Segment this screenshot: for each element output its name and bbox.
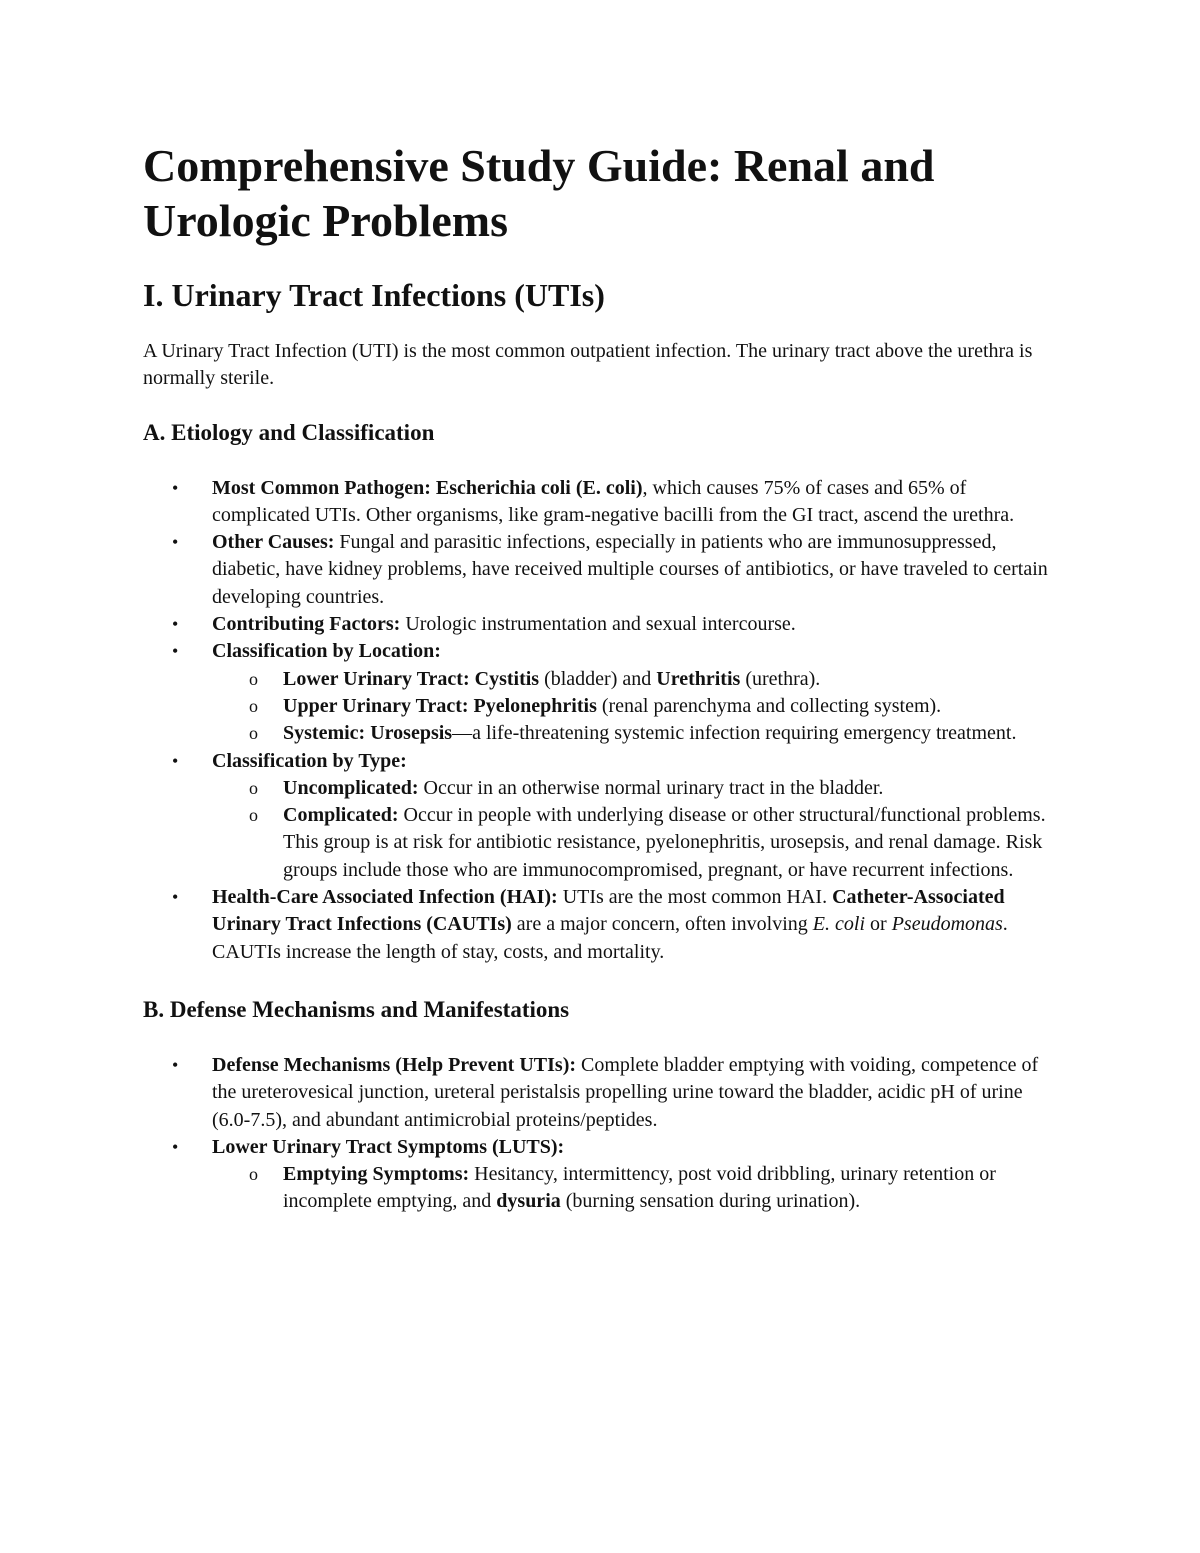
circle-bullet-icon: o [249, 668, 258, 689]
item-label: Uncomplicated: [283, 776, 419, 799]
bullet-icon: • [172, 750, 179, 771]
item-label: Lower Urinary Tract: Cystitis [283, 667, 540, 690]
sub-list-item [143, 1161, 1063, 1216]
item-text: Occur in people with underlying disease or other structural/functional problems. This group is at risk for antibiotic resistance, pyelonephritis, urosepsis, and renal damage. Risk groups include those who are immunocompromised, pregnant, or have recurrent infections. [283, 804, 1046, 881]
section-intro: A Urinary Tract Infection (UTI) is the most common outpatient infection. The urinary tract above the urethra is normally sterile. [143, 340, 1033, 390]
circle-bullet-icon: o [249, 723, 258, 744]
item-text: (urethra). [740, 667, 821, 690]
section-heading-utis: I. Urinary Tract Infections (UTIs) [143, 277, 605, 313]
list-item [143, 884, 1063, 966]
item-label: dysuria [496, 1190, 561, 1213]
circle-bullet-icon: o [249, 777, 258, 798]
bullet-icon: • [172, 887, 179, 908]
list-item [143, 1134, 1063, 1216]
item-label: Contributing Factors: [212, 613, 401, 636]
list-item [143, 748, 1063, 884]
item-text: Fungal and parasitic infections, especially in patients who are immunosuppressed, diabetic, have kidney problems, have received multiple courses of antibiotics, or have traveled to certain developing countries. [212, 531, 1048, 608]
item-label: Defense Mechanisms (Help Prevent UTIs): [212, 1053, 577, 1076]
list-item [143, 638, 1063, 747]
item-label: Urethritis [656, 667, 741, 690]
item-label: Complicated: [283, 804, 399, 827]
item-label: Most Common Pathogen: Escherichia coli (E. coli) [212, 476, 643, 499]
item-label: Upper Urinary Tract: Pyelonephritis [283, 694, 597, 717]
item-label: Systemic: Urosepsis [283, 722, 453, 745]
item-label: Emptying Symptoms: [283, 1163, 470, 1186]
sub-list-item [143, 666, 1063, 693]
item-text: , which causes 75% of cases and 65% of complicated UTIs. Other organisms, like gram-negative bacilli from the GI tract, ascend the urethra. [212, 476, 1015, 526]
item-text: (bladder) and [539, 667, 657, 690]
document-page [143, 138, 1063, 1246]
circle-bullet-icon: o [249, 805, 258, 826]
item-text: (renal parenchyma and collecting system). [596, 694, 942, 717]
item-text: —a life-threatening systemic infection requiring emergency treatment. [452, 722, 1017, 745]
item-label: Other Causes: [212, 531, 335, 554]
circle-bullet-icon: o [249, 695, 258, 716]
organism-name: E. coli [812, 913, 866, 936]
bullet-icon: • [172, 614, 179, 635]
item-text: Occur in an otherwise normal urinary tract in the bladder. [418, 776, 884, 799]
item-text: are a major concern, often involving [511, 913, 813, 936]
sub-list-item [143, 802, 1063, 884]
subsection-heading-defense: B. Defense Mechanisms and Manifestations [143, 996, 570, 1022]
item-text: or [865, 913, 892, 936]
item-label: Catheter-Associated Urinary Tract Infections (CAUTIs) [212, 886, 1005, 936]
item-text: UTIs are the most common HAI. [557, 886, 833, 909]
bullet-icon: • [172, 1054, 179, 1075]
luts-sublist [212, 1161, 1063, 1216]
item-text: Urologic instrumentation and sexual intercourse. [400, 613, 796, 636]
sub-list-item [143, 775, 1063, 802]
etiology-list [143, 475, 1063, 966]
circle-bullet-icon: o [249, 1164, 258, 1185]
item-label: Classification by Location: [212, 640, 441, 663]
item-label: Classification by Type: [212, 749, 407, 772]
item-text: (burning sensation during urination). [560, 1190, 861, 1213]
bullet-icon: • [172, 1136, 179, 1157]
sub-list-item [143, 720, 1063, 747]
organism-name: Pseudomonas [891, 913, 1003, 936]
defense-list [143, 1052, 1063, 1216]
type-sublist [212, 775, 1063, 884]
bullet-icon: • [172, 532, 179, 553]
list-item [143, 529, 1063, 611]
sub-list-item [143, 693, 1063, 720]
location-sublist [212, 666, 1063, 748]
list-item [143, 1052, 1063, 1134]
item-text: . CAUTIs increase the length of stay, costs, and mortality. [212, 913, 1008, 963]
item-label: Lower Urinary Tract Symptoms (LUTS): [212, 1135, 565, 1158]
item-text: Hesitancy, intermittency, post void dribbling, urinary retention or incomplete emptying, and [283, 1163, 996, 1213]
list-item [143, 611, 1063, 638]
item-label: Health-Care Associated Infection (HAI): [212, 886, 558, 909]
bullet-icon: • [172, 641, 179, 662]
list-item [143, 475, 1063, 530]
bullet-icon: • [172, 477, 179, 498]
document-title: Comprehensive Study Guide: Renal and Urologic Problems [143, 140, 935, 246]
item-text: Complete bladder emptying with voiding, competence of the ureterovesical junction, ureteral peristalsis propelling urine toward the bladder, acidic pH of urine (6.0-7.5), and abundant antimicrobial proteins/peptides. [212, 1053, 1039, 1131]
subsection-heading-etiology: A. Etiology and Classification [143, 419, 435, 445]
